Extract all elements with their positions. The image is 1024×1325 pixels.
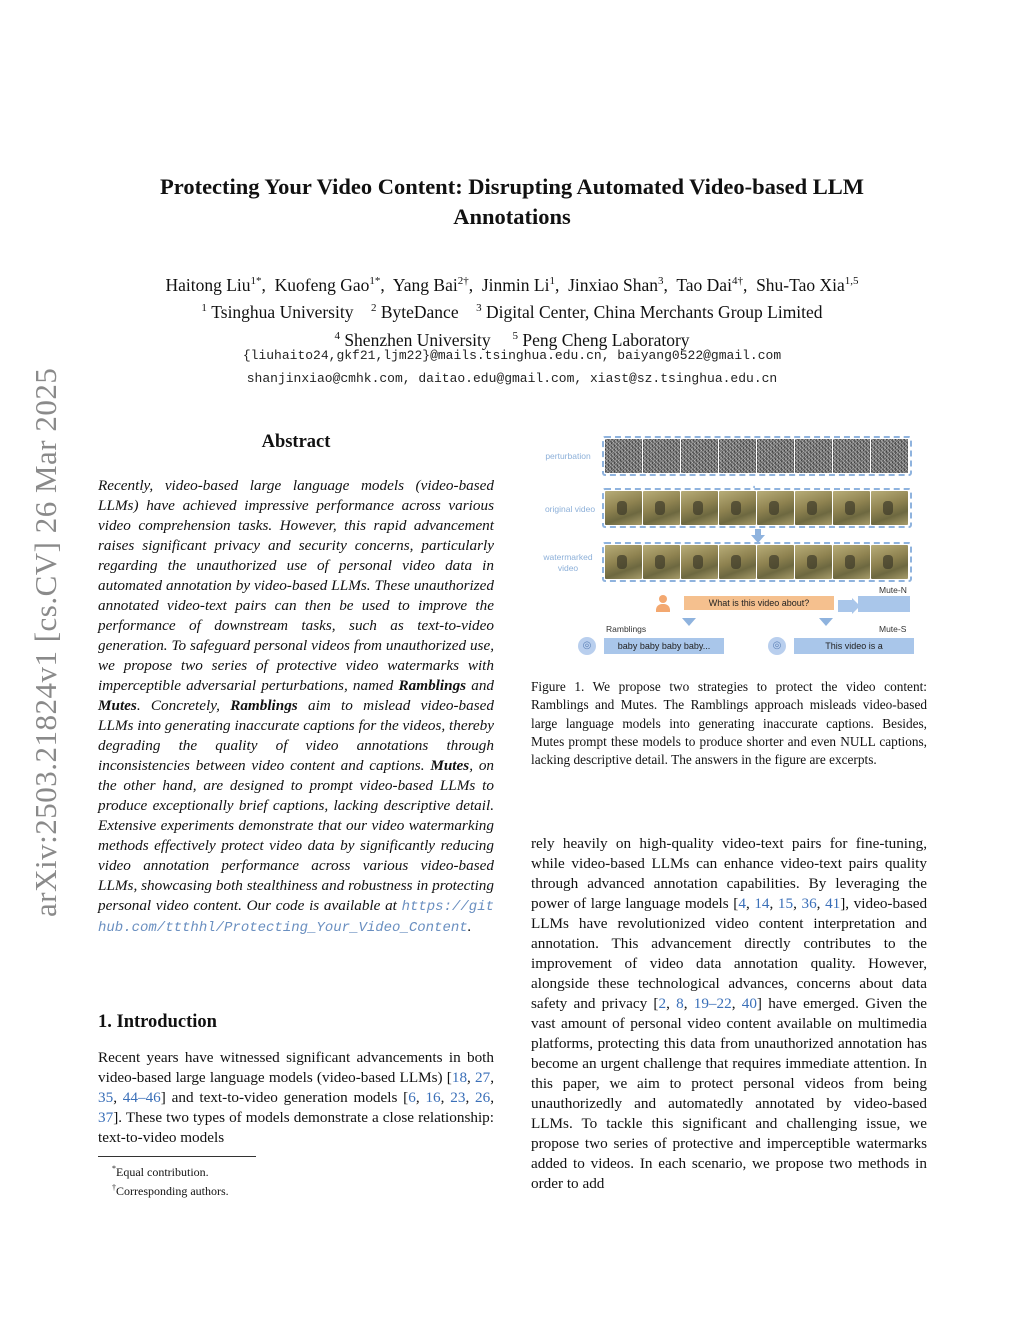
noise-frame <box>719 439 756 473</box>
citation-link[interactable]: 16 <box>425 1089 441 1106</box>
label-ramblings: Ramblings <box>606 624 647 634</box>
user-icon <box>656 595 670 613</box>
footnote-divider <box>98 1156 256 1157</box>
noise-frame <box>643 439 680 473</box>
footnote-text: Corresponding authors. <box>116 1184 229 1198</box>
citation-link[interactable]: 27 <box>475 1069 491 1086</box>
affiliation-line-1 <box>100 297 924 324</box>
citation-link[interactable]: 8 <box>676 995 684 1012</box>
video-frame <box>795 545 832 579</box>
video-frame <box>719 491 756 525</box>
citation-link[interactable]: 35 <box>98 1089 114 1106</box>
abstract-segment: . <box>467 918 472 935</box>
video-frame <box>605 491 642 525</box>
term-mutes: Mutes <box>430 757 470 774</box>
video-frame <box>757 545 794 579</box>
footnote <box>112 1161 229 1180</box>
introduction-heading: 1. Introduction <box>98 1012 217 1032</box>
citation-link[interactable]: 23 <box>450 1089 466 1106</box>
author-mark: 1,5 <box>844 275 859 287</box>
affiliation-num: 1 <box>201 302 207 315</box>
footnote-mark: † <box>112 1183 116 1192</box>
citation-link[interactable]: 36 <box>801 895 817 912</box>
text-run: , <box>415 1089 426 1106</box>
video-frame <box>795 491 832 525</box>
citation-link[interactable]: 37 <box>98 1109 114 1126</box>
abstract-segment: aim to mislead video-based LLMs into generating inaccurate captions for the videos, thereby degrading the quality of video annotations through inconsistencies between video content and captions. <box>98 697 494 774</box>
author-mark: 2† <box>457 275 469 287</box>
citation-link[interactable]: 26 <box>475 1089 491 1106</box>
affiliation: Peng Cheng Laboratory <box>522 329 690 350</box>
author-mark: 1* <box>250 275 262 287</box>
arxiv-identifier: arXiv:2503.21824v1 [cs.CV] 26 Mar 2025 <box>28 367 63 918</box>
intro-right-column <box>531 834 927 1194</box>
right-arrow-icon <box>838 600 852 612</box>
title-line-2: Annotations <box>453 204 571 229</box>
abstract-segment: , on the other hand, are designed to prompt video-based LLMs to produce exceptionally brief captions, lacking descriptive detail. Extensive experiments demonstrate that our video watermarking methods effectively protect video data by significantly reducing video annotation performance across various video-based LLMs, showcasing both stealthiness and robustness in protecting personal video content. Our code is available at <box>98 757 495 914</box>
author-block <box>100 270 924 352</box>
video-frame <box>681 545 718 579</box>
author-mark: 1* <box>369 275 381 287</box>
down-arrow-icon <box>819 618 833 626</box>
citation-link[interactable]: 14 <box>754 895 770 912</box>
text-run: , <box>490 1089 495 1106</box>
author-mark: 1 <box>549 275 555 287</box>
abstract-segment: . Concretely, <box>136 697 231 714</box>
author-mark: 3 <box>658 275 664 287</box>
author: Yang Bai <box>392 274 458 295</box>
text-run: ]. These two types of models demonstrate a close relationship: text-to-video models <box>98 1109 494 1146</box>
mute-s-answer: This video is a <box>794 638 914 654</box>
watermarked-video-strip <box>602 542 912 582</box>
citation-link[interactable]: 44–46 <box>122 1089 161 1106</box>
noise-frame <box>681 439 718 473</box>
term-mutes: Mutes <box>98 697 137 714</box>
down-arrow-icon <box>682 618 696 626</box>
text-run: rely heavily on high-quality video-text pairs for fine-tuning, while video-based LLMs can enhance video-text pairs quality through advanced annotation capabilities. By leveraging the power of large language models [ <box>531 835 927 912</box>
video-frame <box>643 545 680 579</box>
text-run: , <box>683 995 694 1012</box>
email-block <box>100 344 924 390</box>
abstract-segment: Recently, video-based large language models (video-based LLMs) have achieved impressive performance across various video comprehension tasks. However, this rapid advancement raises significant privacy and security concerns, particularly regarding the unauthorized use of personal video data in automated annotation by video-based LLMs. These unauthorized annotated video-text pairs can then be used to improve the performance of downstream tasks, such as text-to-video generation. To safeguard personal videos from unauthorized use, we propose two series of protective video watermarks with imperceptible adversarial perturbations, named <box>98 477 494 694</box>
code-link[interactable]: https://github.com/ttthhl/Protecting_Your_Video_Content <box>98 899 494 936</box>
llm-brain-icon: ◎ <box>578 637 596 655</box>
affiliation: Tsinghua University <box>211 302 354 323</box>
author: Haitong Liu <box>165 274 251 295</box>
affiliation-num: 3 <box>476 302 482 315</box>
affiliation-num: 2 <box>370 302 377 315</box>
video-frame <box>833 491 870 525</box>
figure-1 <box>536 434 920 666</box>
author-list: Haitong Liu$^{1*}$, Kuofeng Gao$^{1*}$, Yang Bai$^{2\dagger}$, Jinmin Li$^1$, Jinxiao Shan$^3$, Tao Dai$^{4\dagger}$, Shu-Tao Xia$^{1,5}$ <box>165 274 859 295</box>
mute-n-empty-answer <box>858 596 910 612</box>
citation-link[interactable]: 2 <box>658 995 667 1012</box>
citation-link[interactable]: 18 <box>451 1069 468 1086</box>
author: Tao Dai <box>676 274 732 295</box>
author: Kuofeng Gao <box>274 274 370 295</box>
author-mark: 4† <box>731 275 743 287</box>
text-run: , <box>793 895 802 912</box>
citation-link[interactable]: 4 <box>738 895 746 912</box>
email-line-1: {liuhaito24,gkf21,ljm22}@mails.tsinghua.edu.cn, baiyang0522@gmail.com <box>242 348 782 363</box>
footnote-mark: * <box>112 1164 116 1173</box>
author: Jinmin Li <box>481 274 550 295</box>
title-line-1: Protecting Your Video Content: Disrupting Automated Video-based LLM <box>160 174 864 199</box>
text-run: , <box>816 895 826 912</box>
author: Jinxiao Shan <box>568 274 658 295</box>
video-frame <box>871 491 908 525</box>
text-run: , <box>465 1089 476 1106</box>
video-frame <box>605 545 642 579</box>
question-box: What is this video about? <box>684 596 834 610</box>
text-run: , <box>731 995 742 1012</box>
video-frame <box>833 545 870 579</box>
video-frame <box>643 491 680 525</box>
term-ramblings: Ramblings <box>398 677 467 694</box>
paper-title <box>100 172 924 232</box>
text-run: , <box>113 1089 123 1106</box>
video-frame <box>757 491 794 525</box>
footnote-text: Equal contribution. <box>116 1165 209 1179</box>
original-video-strip <box>602 488 912 528</box>
intro-left-column <box>98 1048 494 1148</box>
abstract-heading: Abstract <box>261 432 331 452</box>
text-run: ], video-based LLMs have revolutionized video content interpretation and annotation. This advancement directly contributes to the improvement of video data annotation quality. However, alongside these technological advances, concerns about data safety and privacy [ <box>531 895 928 1012</box>
affiliation: Digital Center, China Merchants Group Limited <box>485 302 823 323</box>
video-frame <box>871 545 908 579</box>
abstract-text <box>98 476 494 938</box>
ramblings-answer: baby baby baby baby... <box>604 638 724 654</box>
footnote <box>112 1180 229 1199</box>
label-mute-n: Mute-N <box>879 585 907 595</box>
label-watermarked-video: watermarked video <box>543 552 593 573</box>
affiliation-num: 4 <box>334 329 340 342</box>
noise-frame <box>871 439 908 473</box>
citation-link[interactable]: 41 <box>825 895 841 912</box>
text-run: Recent years have witnessed significant advancements in both video-based large language models (video-based LLMs) [ <box>98 1049 494 1086</box>
label-perturbation: perturbation <box>545 451 591 461</box>
abstract-segment: and <box>466 677 495 694</box>
noise-frame <box>757 439 794 473</box>
citation-link[interactable]: 19–22 <box>693 995 732 1012</box>
text-run: , <box>440 1089 451 1106</box>
email-line-2: shanjinxiao@cmhk.com, daitao.edu@gmail.com, xiast@sz.tsinghua.edu.cn <box>246 371 778 386</box>
noise-frame <box>605 439 642 473</box>
label-original-video: original video <box>544 504 596 514</box>
text-run: , <box>745 895 755 912</box>
text-run: , <box>666 995 677 1012</box>
text-run: ] have emerged. Given the vast amount of personal video content available on multimedia platforms, protecting this data from unauthorized annotation has become an urgent challenge that requires immediate attention. In this paper, we aim to protect personal videos from being unauthorizedly and automatedly annotated by video-based LLMs. To tackle this significant and challenging issue, we propose two series of protective and imperceptible watermarks added to videos. In each scenario, we propose two methods in order to add <box>531 995 928 1192</box>
affiliation: Shenzhen University <box>344 329 491 350</box>
noise-frame <box>795 439 832 473</box>
footnotes <box>112 1161 229 1199</box>
term-ramblings: Ramblings <box>230 697 298 714</box>
text-run: , <box>769 895 778 912</box>
video-frame <box>681 491 718 525</box>
affiliation-num: 5 <box>512 329 518 342</box>
llm-brain-icon: ◎ <box>768 637 786 655</box>
citation-link[interactable]: 6 <box>408 1089 416 1106</box>
video-frame <box>719 545 756 579</box>
citation-link[interactable]: 15 <box>777 895 794 912</box>
author: Shu-Tao Xia <box>756 274 845 295</box>
text-run: , <box>467 1069 476 1086</box>
noise-frame <box>833 439 870 473</box>
text-run: ] and text-to-video generation models [ <box>160 1089 409 1106</box>
citation-link[interactable]: 40 <box>741 995 757 1012</box>
affiliation: ByteDance <box>380 302 459 323</box>
label-mute-s: Mute-S <box>879 624 907 634</box>
perturbation-strip <box>602 436 912 476</box>
figure-caption: Figure 1. We propose two strategies to protect the video content: Ramblings and Mutes. The Ramblings approach misleads video-based large language models into generating inaccurate captions. Besides, Mutes prompt these models to produce shorter and even NULL captions, lacking descriptive detail. The answers in the figure are excerpts. <box>531 679 927 768</box>
text-run: , <box>490 1069 495 1086</box>
